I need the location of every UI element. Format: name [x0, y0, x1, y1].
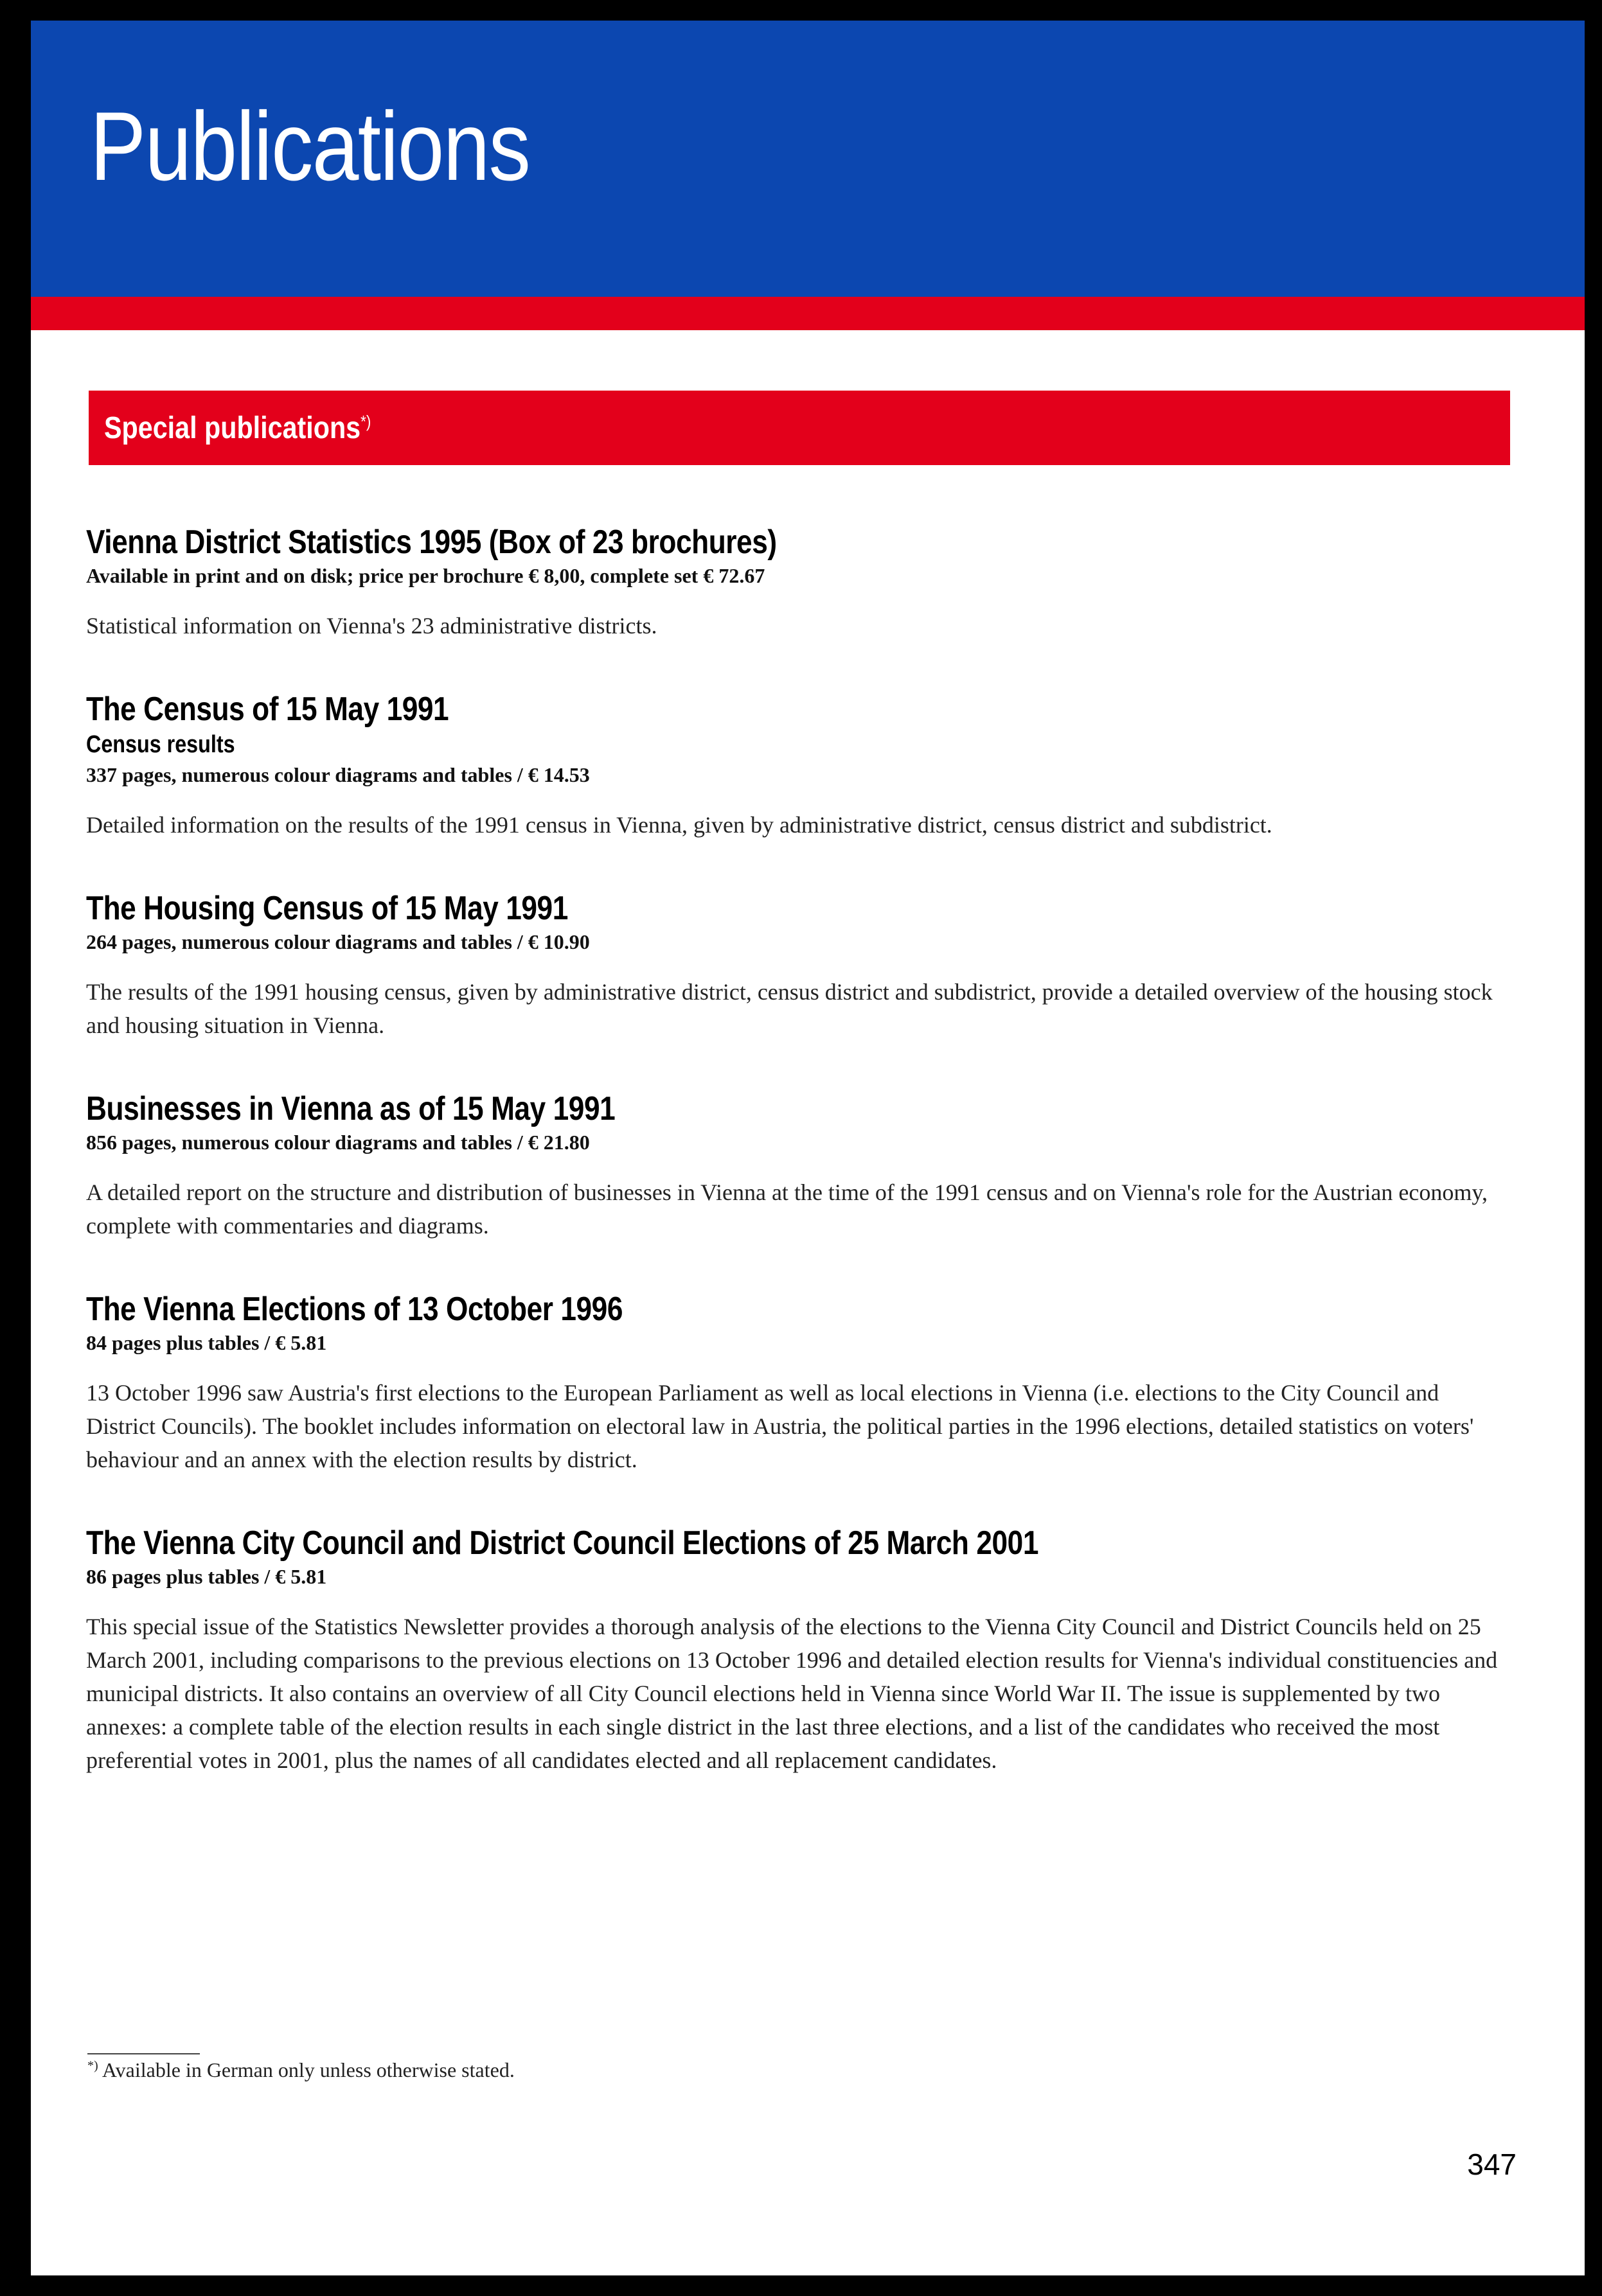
publication-list	[86, 523, 1526, 1824]
publication-title: Businesses in Vienna as of 15 May 1991	[86, 1090, 616, 1127]
publication-description: Statistical information on Vienna's 23 administrative districts.	[86, 613, 657, 639]
footnote-divider	[87, 2053, 200, 2054]
publication-title: The Census of 15 May 1991	[86, 691, 449, 728]
footnote	[87, 2058, 515, 2082]
publication-title: The Vienna City Council and District Council Elections of 25 March 2001	[86, 1524, 1039, 1562]
publication-meta: 337 pages, numerous colour diagrams and tables / € 14.53	[86, 763, 590, 786]
publication-entry	[86, 690, 1526, 842]
publication-description: 13 October 1996 saw Austria's first elections to the European Parliament as well as local elections in Vienna (i.e. elections to the City Council and District Councils). The booklet includes information on electoral law in Austria, the political parties in the 1996 elections, detailed statistics on voters' behaviour and an annex with the election results by district.	[86, 1380, 1474, 1472]
page-title: Publications	[90, 92, 530, 201]
publication-entry	[86, 523, 1526, 642]
publication-description: The results of the 1991 housing census, given by administrative district, census district and subdistrict, provide a detailed overview of the housing stock and housing situation in Vienna.	[86, 979, 1493, 1038]
publication-meta: 264 pages, numerous colour diagrams and tables / € 10.90	[86, 930, 590, 953]
footnote-marker: *)	[87, 2058, 98, 2073]
publication-subtitle: Census results	[86, 731, 235, 758]
publication-title: The Vienna Elections of 13 October 1996	[86, 1291, 623, 1328]
publication-title: Vienna District Statistics 1995 (Box of 23 brochures)	[86, 524, 777, 561]
publication-entry	[86, 1090, 1526, 1242]
publication-entry	[86, 889, 1526, 1042]
section-title	[104, 411, 371, 446]
section-heading-bar	[89, 391, 1510, 465]
publication-description: A detailed report on the structure and distribution of businesses in Vienna at the time of the 1991 census and on Vienna's role for the Austrian economy, complete with commentaries and diagrams.	[86, 1179, 1488, 1239]
publication-entry	[86, 1290, 1526, 1476]
publication-meta: 84 pages plus tables / € 5.81	[86, 1331, 327, 1354]
publication-meta: 856 pages, numerous colour diagrams and tables / € 21.80	[86, 1131, 590, 1154]
publication-meta: Available in print and on disk; price per brochure € 8,00, complete set € 72.67	[86, 564, 765, 587]
publication-title: The Housing Census of 15 May 1991	[86, 890, 568, 927]
header-band	[31, 21, 1585, 297]
section-footnote-marker: *)	[360, 411, 371, 431]
publication-meta: 86 pages plus tables / € 5.81	[86, 1565, 327, 1588]
page-number: 347	[1467, 2148, 1517, 2181]
publication-description: Detailed information on the results of the 1991 census in Vienna, given by administrative district, census district and subdistrict.	[86, 812, 1272, 838]
header-accent-stripe	[31, 297, 1585, 330]
publication-description: This special issue of the Statistics Newsletter provides a thorough analysis of the elections to the Vienna City Council and District Councils held on 25 March 2001, including comparisons to the previous elections on 13 October 1996 and detailed election results for Vienna's individual constituencies and municipal districts. It also contains an overview of all City Council elections held in Vienna since World War II. The issue is supplemented by two annexes: a complete table of the election results in each single district in the last three elections, and a list of the candidates who received the most preferential votes in 2001, plus the names of all candidates elected and all replacement candidates.	[86, 1614, 1498, 1773]
document-page	[31, 21, 1585, 2275]
section-title-text: Special publications	[104, 411, 361, 445]
footnote-text: Available in German only unless otherwise stated.	[102, 2058, 515, 2081]
publication-entry	[86, 1524, 1526, 1777]
